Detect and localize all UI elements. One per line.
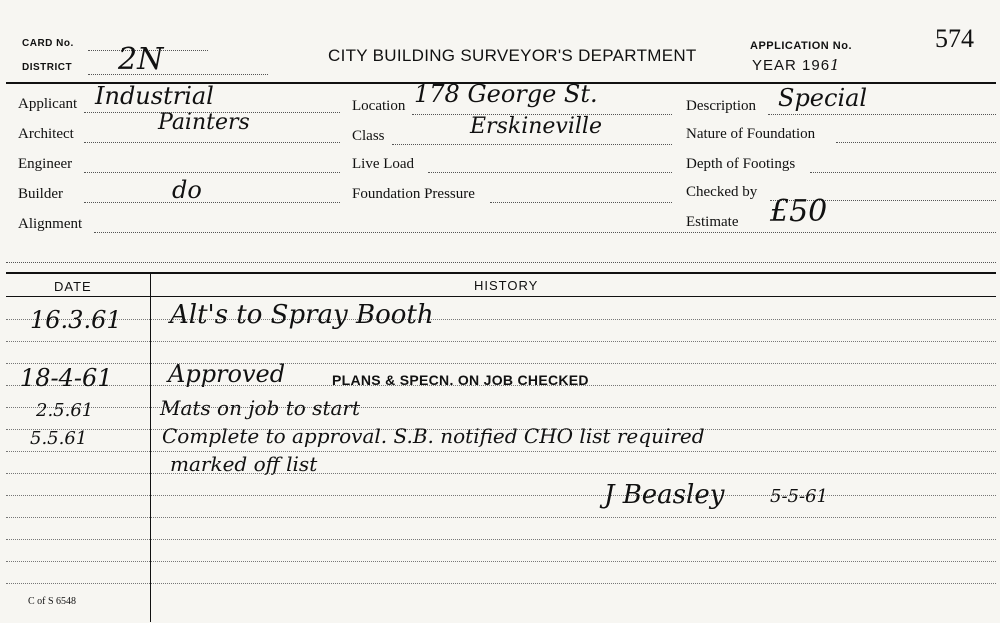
location-value-1: 178 George St. <box>414 80 598 108</box>
nature-of-foundation-label: Nature of Foundation <box>686 126 816 142</box>
form-code: C of S 6548 <box>28 596 77 607</box>
application-no: 574 <box>935 24 974 53</box>
location-value-2: Erskineville <box>470 114 602 139</box>
history-date-3: 2.5.61 <box>36 400 94 421</box>
district-value: 2N <box>118 42 164 77</box>
history-text-1: Alt's to Spray Booth <box>170 300 434 330</box>
location-label: Location <box>352 98 406 114</box>
signature: J Beasley <box>604 480 725 510</box>
date-column-header: DATE <box>54 279 92 294</box>
history-text-4: Complete to approval. S.B. notified CHO list required <box>162 424 705 448</box>
year-label <box>752 56 841 74</box>
history-text-3: Mats on job to start <box>160 396 360 420</box>
description-value: Special <box>778 84 868 112</box>
class-label: Class <box>352 128 385 144</box>
builder-label: Builder <box>18 186 63 202</box>
foundation-pressure-label: Foundation Pressure <box>352 186 475 202</box>
applicant-label: Applicant <box>18 96 78 112</box>
estimate-label: Estimate <box>686 214 739 230</box>
alignment-label: Alignment <box>18 216 83 232</box>
engineer-label: Engineer <box>18 156 73 172</box>
builder-value: do <box>172 176 202 204</box>
history-column-header: HISTORY <box>474 278 539 293</box>
live-load-label: Live Load <box>352 156 415 172</box>
history-date-2: 18-4-61 <box>20 364 113 392</box>
architect-value: Painters <box>158 110 250 135</box>
history-date-1: 16.3.61 <box>30 306 122 334</box>
depth-of-footings-label: Depth of Footings <box>686 156 796 172</box>
checked-by-label: Checked by <box>686 184 758 200</box>
history-text-2: Approved <box>168 360 286 388</box>
applicant-value: Industrial <box>95 82 214 110</box>
approval-stamp: PLANS & SPECN. ON JOB CHECKED <box>332 372 589 388</box>
year-prefix: YEAR 196 <box>752 57 831 74</box>
history-text-5: marked off list <box>170 452 318 476</box>
description-label: Description <box>686 98 756 114</box>
card-title: CITY BUILDING SURVEYOR'S DEPARTMENT <box>328 46 697 65</box>
history-date-4: 5.5.61 <box>30 428 88 449</box>
district-label: DISTRICT <box>22 62 73 73</box>
architect-label: Architect <box>18 126 74 142</box>
year-suffix: 1 <box>830 56 841 74</box>
application-no-label: APPLICATION No. <box>750 40 853 52</box>
signature-date: 5-5-61 <box>770 486 828 507</box>
estimate-value: £50 <box>770 194 828 229</box>
card-no-label: CARD No. <box>22 38 74 49</box>
